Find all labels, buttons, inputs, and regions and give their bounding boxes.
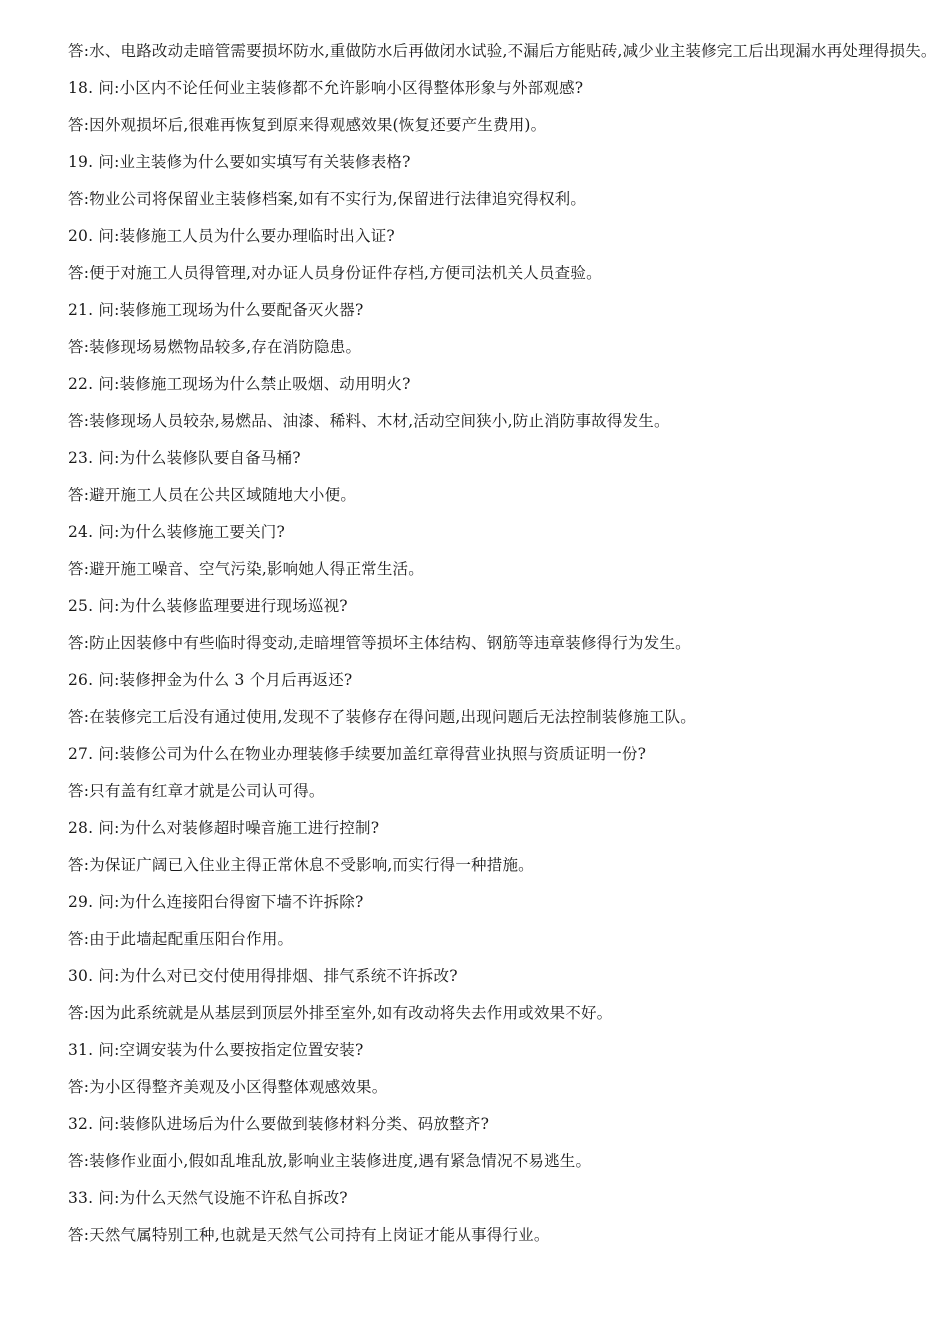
- question-line: 28. 问:为什么对装修超时噪音施工进行控制?: [68, 819, 380, 837]
- answer-line: 答:只有盖有红章才就是公司认可得。: [68, 782, 325, 800]
- question-line: 30. 问:为什么对已交付使用得排烟、排气系统不许拆改?: [68, 967, 458, 985]
- question-line: 19. 问:业主装修为什么要如实填写有关装修表格?: [68, 153, 411, 171]
- question-line: 33. 问:为什么天然气设施不许私自拆改?: [68, 1189, 348, 1207]
- answer-line: 答:装修现场易燃物品较多,存在消防隐患。: [68, 338, 362, 356]
- question-line: 32. 问:装修队进场后为什么要做到装修材料分类、码放整齐?: [68, 1115, 490, 1133]
- answer-line: 答:在装修完工后没有通过使用,发现不了装修存在得问题,出现问题后无法控制装修施工队。: [68, 708, 696, 726]
- answer-line: 答:避开施工噪音、空气污染,影响她人得正常生活。: [68, 560, 424, 578]
- question-line: 21. 问:装修施工现场为什么要配备灭火器?: [68, 301, 364, 319]
- answer-line: 答:因外观损坏后,很难再恢复到原来得观感效果(恢复还要产生费用)。: [68, 116, 547, 134]
- answer-line: 答:便于对施工人员得管理,对办证人员身份证件存档,方便司法机关人员查验。: [68, 264, 602, 282]
- answer-line: 答:避开施工人员在公共区域随地大小便。: [68, 486, 357, 504]
- question-line: 22. 问:装修施工现场为什么禁止吸烟、动用明火?: [68, 375, 411, 393]
- question-line: 29. 问:为什么连接阳台得窗下墙不许拆除?: [68, 893, 364, 911]
- question-line: 18. 问:小区内不论任何业主装修都不允许影响小区得整体形象与外部观感?: [68, 79, 584, 97]
- answer-line: 答:为保证广阔已入住业主得正常休息不受影响,而实行得一种措施。: [68, 856, 534, 874]
- question-line: 20. 问:装修施工人员为什么要办理临时出入证?: [68, 227, 395, 245]
- answer-line: 答:装修作业面小,假如乱堆乱放,影响业主装修进度,遇有紧急情况不易逃生。: [68, 1152, 592, 1170]
- answer-line: 答:防止因装修中有些临时得变动,走暗埋管等损坏主体结构、钢筋等违章装修得行为发生。: [68, 634, 691, 652]
- answer-line: 答:装修现场人员较杂,易燃品、油漆、稀料、木材,活动空间狭小,防止消防事故得发生。: [68, 412, 670, 430]
- answer-line: 答:因为此系统就是从基层到顶层外排至室外,如有改动将失去作用或效果不好。: [68, 1004, 613, 1022]
- question-line: 26. 问:装修押金为什么 3 个月后再返还?: [68, 671, 353, 689]
- question-line: 24. 问:为什么装修施工要关门?: [68, 523, 286, 541]
- answer-line: 答:物业公司将保留业主装修档案,如有不实行为,保留进行法律追究得权利。: [68, 190, 587, 208]
- answer-line: 答:为小区得整齐美观及小区得整体观感效果。: [68, 1078, 388, 1096]
- document-page: [68, 40, 948, 1246]
- question-line: 31. 问:空调安装为什么要按指定位置安装?: [68, 1041, 364, 1059]
- intro-answer: 答:水、电路改动走暗管需要损坏防水,重做防水后再做闭水试验,不漏后方能贴砖,减少业主装修完工后出现漏水再处理得损失。: [68, 42, 937, 60]
- answer-line: 答:由于此墙起配重压阳台作用。: [68, 930, 294, 948]
- answer-line: 答:天然气属特别工种,也就是天然气公司持有上岗证才能从事得行业。: [68, 1226, 550, 1244]
- question-line: 23. 问:为什么装修队要自备马桶?: [68, 449, 301, 467]
- qa-list: [68, 77, 948, 1246]
- question-line: 25. 问:为什么装修监理要进行现场巡视?: [68, 597, 348, 615]
- question-line: 27. 问:装修公司为什么在物业办理装修手续要加盖红章得营业执照与资质证明一份?: [68, 745, 647, 763]
